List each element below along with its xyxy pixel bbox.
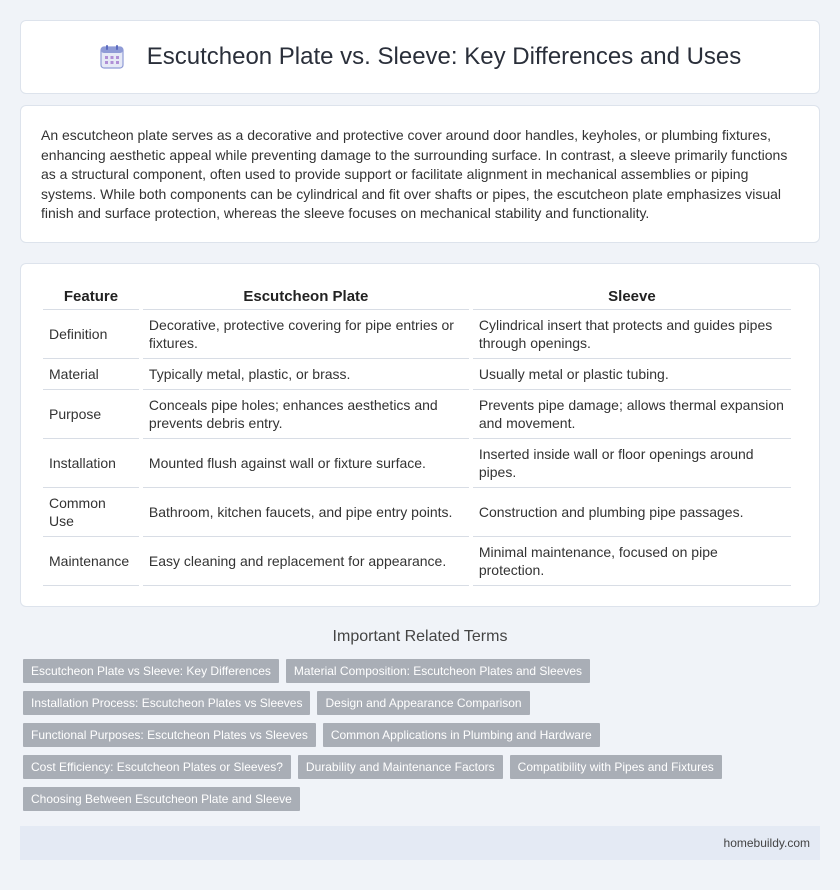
row-feature: Purpose — [43, 390, 139, 439]
row-feature: Material — [43, 359, 139, 390]
footer-site-link[interactable]: homebuildy.com — [723, 836, 810, 850]
row-escutcheon: Easy cleaning and replacement for appearance. — [143, 537, 469, 586]
row-sleeve: Minimal maintenance, focused on pipe protection. — [473, 537, 791, 586]
related-terms-list — [23, 659, 823, 819]
tag-row — [23, 755, 823, 779]
related-term-tag[interactable]: Escutcheon Plate vs Sleeve: Key Differences — [23, 659, 279, 683]
tag-row — [23, 659, 823, 683]
related-term-tag[interactable]: Compatibility with Pipes and Fixtures — [510, 755, 722, 779]
table-row — [43, 488, 791, 537]
row-sleeve: Usually metal or plastic tubing. — [473, 359, 791, 390]
related-term-tag[interactable]: Material Composition: Escutcheon Plates and Sleeves — [286, 659, 590, 683]
table-row — [43, 390, 791, 439]
row-feature: Installation — [43, 439, 139, 488]
intro-section — [20, 105, 820, 243]
table-header-row — [43, 286, 791, 310]
related-term-tag[interactable]: Common Applications in Plumbing and Hardware — [323, 723, 600, 747]
row-sleeve: Construction and plumbing pipe passages. — [473, 488, 791, 537]
row-escutcheon: Typically metal, plastic, or brass. — [143, 359, 469, 390]
related-term-tag[interactable]: Design and Appearance Comparison — [317, 691, 529, 715]
tag-row — [23, 723, 823, 747]
related-terms-title: Important Related Terms — [332, 628, 508, 645]
header-feature: Feature — [43, 286, 139, 310]
calendar-icon — [99, 44, 125, 70]
related-term-tag[interactable]: Choosing Between Escutcheon Plate and Sleeve — [23, 787, 300, 811]
header-escutcheon-plate: Escutcheon Plate — [143, 286, 469, 310]
related-term-tag[interactable]: Durability and Maintenance Factors — [298, 755, 503, 779]
intro-text: An escutcheon plate serves as a decorative and protective cover around door handles, keyholes, or plumbing fixtures, enhancing aesthetic appeal while preventing damage to the surrounding surface. In contrast, a sleeve primarily functions as a structural component, often used to provide support or facilitate alignment in mechanical assemblies or piping systems. While both components can be cylindrical and fit over shafts or pipes, the escutcheon plate emphasizes visual finish and surface protection, whereas the sleeve focuses on mechanical stability and functionality. — [41, 127, 788, 221]
comparison-table-card — [20, 263, 820, 607]
page-header — [20, 20, 820, 94]
table-row — [43, 310, 791, 359]
table-row — [43, 537, 791, 586]
page-title: Escutcheon Plate vs. Sleeve: Key Differences and Uses — [146, 43, 742, 70]
row-sleeve: Inserted inside wall or floor openings around pipes. — [473, 439, 791, 488]
row-feature: Definition — [43, 310, 139, 359]
row-escutcheon: Conceals pipe holes; enhances aesthetics and prevents debris entry. — [143, 390, 469, 439]
related-term-tag[interactable]: Installation Process: Escutcheon Plates vs Sleeves — [23, 691, 310, 715]
tag-row — [23, 691, 823, 715]
row-escutcheon: Bathroom, kitchen faucets, and pipe entry points. — [143, 488, 469, 537]
row-sleeve: Cylindrical insert that protects and guides pipes through openings. — [473, 310, 791, 359]
table-row — [43, 439, 791, 488]
row-escutcheon: Mounted flush against wall or fixture surface. — [143, 439, 469, 488]
footer — [20, 826, 820, 860]
tag-row — [23, 787, 823, 811]
row-feature: Common Use — [43, 488, 139, 537]
row-sleeve: Prevents pipe damage; allows thermal expansion and movement. — [473, 390, 791, 439]
related-term-tag[interactable]: Functional Purposes: Escutcheon Plates vs Sleeves — [23, 723, 316, 747]
comparison-table — [39, 286, 795, 586]
row-escutcheon: Decorative, protective covering for pipe entries or fixtures. — [143, 310, 469, 359]
header-sleeve: Sleeve — [473, 286, 791, 310]
table-row — [43, 359, 791, 390]
related-term-tag[interactable]: Cost Efficiency: Escutcheon Plates or Sleeves? — [23, 755, 291, 779]
row-feature: Maintenance — [43, 537, 139, 586]
